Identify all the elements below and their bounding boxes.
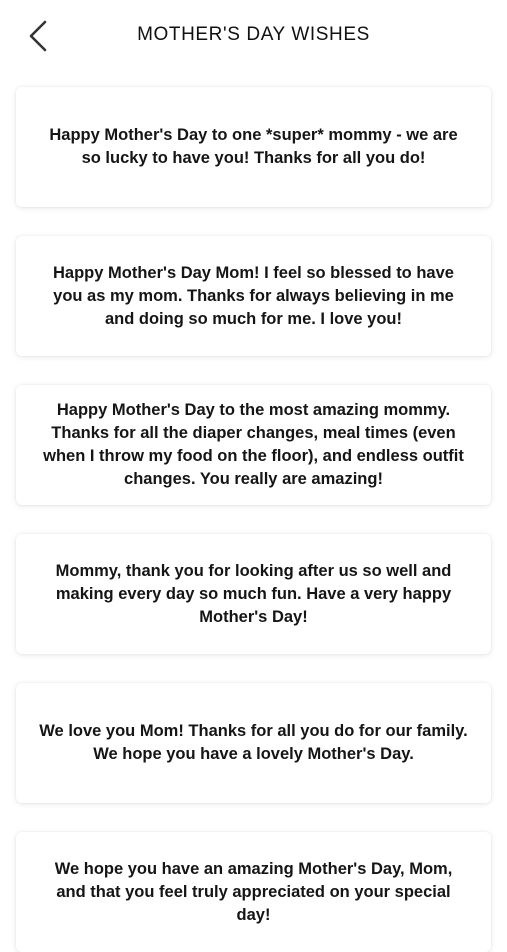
wish-text: Happy Mother's Day to the most amazing mommy. Thanks for all the diaper changes, meal times (even when I throw my food on the floor), and endless outfit changes. You really are amazing! <box>43 401 464 488</box>
page-title: MOTHER'S DAY WISHES <box>137 24 370 45</box>
wish-card[interactable] <box>16 534 491 654</box>
wish-card[interactable] <box>16 385 491 505</box>
wish-card[interactable] <box>16 683 491 803</box>
wish-card[interactable] <box>16 832 491 952</box>
wish-text: Mommy, thank you for looking after us so well and making every day so much fun. Have a very happy Mother's Day! <box>55 561 452 626</box>
wish-text: Happy Mother's Day Mom! I feel so blessed to have you as my mom. Thanks for always believing in me and doing so much for me. I love you! <box>53 263 454 328</box>
wish-text: We love you Mom! Thanks for all you do for our family. We hope you have a lovely Mother's Day. <box>39 722 468 763</box>
wish-text: We hope you have an amazing Mother's Day, Mom, and that you feel truly appreciated on your special day! <box>54 859 453 924</box>
wish-card[interactable] <box>16 87 491 207</box>
wish-card[interactable] <box>16 236 491 356</box>
app-header <box>0 0 507 72</box>
wish-text: Happy Mother's Day to one *super* mommy - we are so lucky to have you! Thanks for all you do! <box>49 126 458 167</box>
